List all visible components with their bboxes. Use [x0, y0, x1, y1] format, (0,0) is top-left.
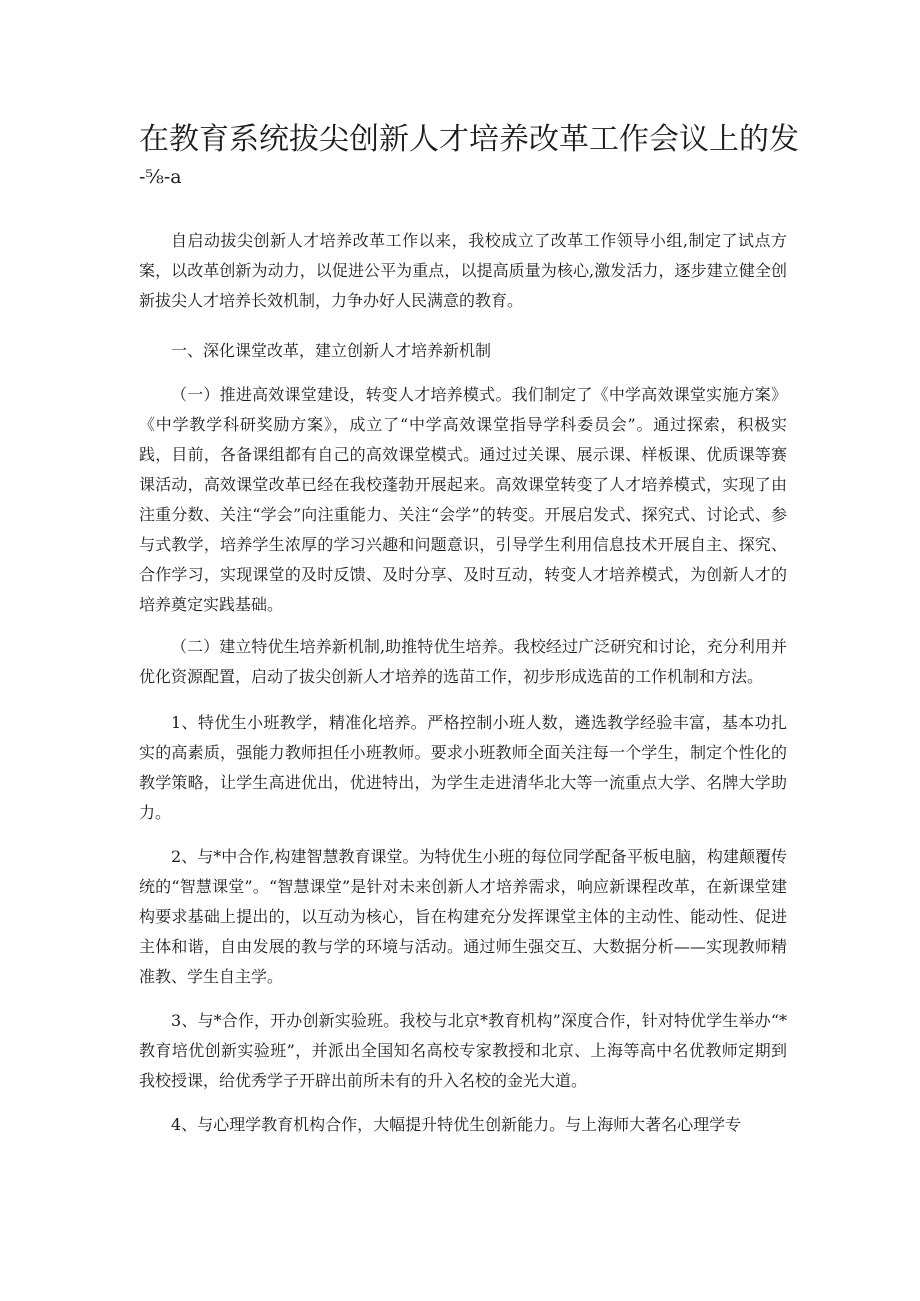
document-body [139, 226, 787, 1140]
paragraph-item-4: 4、与心理学教育机构合作，大幅提升特优生创新能力。与上海师大著名心理学专 [171, 1115, 742, 1134]
section-heading-1: 一、深化课堂改革，建立创新人才培养新机制 [171, 341, 492, 360]
paragraph-item-3: 3、与*合作，开办创新实验班。我校与北京*教育机构”深度合作，针对特优学生举办“*教育培优创新实验班”，并派出全国知名高校专家教授和北京、上海等高中名优教师定期到我校授课，给优秀学子开辟出前所未有的升入名校的金光大道。 [139, 1011, 787, 1090]
document-title: 在教育系统拔尖创新人才培养改革工作会议上的发 [139, 122, 799, 157]
document-subtitle: -⅝-a [139, 166, 182, 188]
paragraph-intro: 自启动拔尖创新人才培养改革工作以来，我校成立了改革工作领导小组,制定了试点方案，以改革创新为动力，以促进公平为重点，以提高质量为核心,激发活力，逐步建立健全创新拔尖人才培养长效机制，力争办好人民满意的教育。 [139, 231, 787, 310]
paragraph-item-2: 2、与*中合作,构建智慧教育课堂。为特优生小班的每位同学配备平板电脑，构建颠覆传统的“智慧课堂”。“智慧课堂”是针对未来创新人才培养需求，响应新课程改革，在新课堂建构要求基础上提出的，以互动为核心，旨在构建充分发挥课堂主体的主动性、能动性、促进主体和谐，自由发展的教与学的环境与活动。通过师生强交互、大数据分析——实现教师精准教、学生自主学。 [139, 847, 787, 986]
paragraph-item-1: 1、特优生小班教学，精准化培养。严格控制小班人数，遴选教学经验丰富，基本功扎实的高素质，强能力教师担任小班教师。要求小班教师全面关注每一个学生，制定个性化的教学策略，让学生高进优出，优进特出，为学生走进清华北大等一流重点大学、名牌大学助力。 [139, 713, 787, 822]
paragraph-section-2: （二）建立特优生培养新机制,助推特优生培养。我校经过广泛研究和讨论，充分利用并优化资源配置，启动了拔尖创新人才培养的选苗工作，初步形成选苗的工作机制和方法。 [139, 637, 787, 686]
paragraph-section-1: （一）推进高效课堂建设，转变人才培养模式。我们制定了《中学高效课堂实施方案》《中学教学科研奖励方案》，成立了“中学高效课堂指导学科委员会”。通过探索，积极实践，目前，各备课组都有自己的高效课堂模式。通过过关课、展示课、样板课、优质课等赛课活动，高效课堂改革已经在我校蓬勃开展起来。高效课堂转变了人才培养模式，实现了由注重分数、关注“学会”向注重能力、关注“会学”的转变。开展启发式、探究式、讨论式、参与式教学，培养学生浓厚的学习兴趣和问题意识，引导学生利用信息技术开展自主、探究、合作学习，实现课堂的及时反馈、及时分享、及时互动，转变人才培养模式，为创新人才的培养奠定实践基础。 [139, 385, 787, 614]
